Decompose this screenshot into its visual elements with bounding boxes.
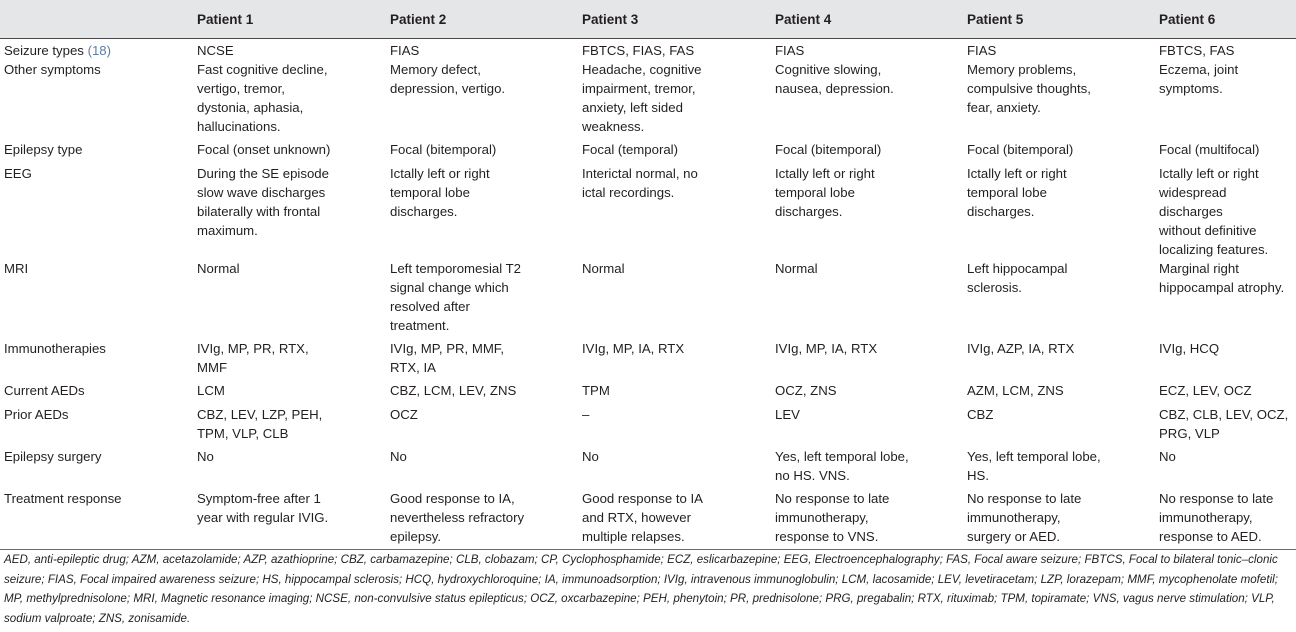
- header-patient-3: Patient 3: [578, 0, 771, 39]
- table-cell: FIAS: [963, 39, 1155, 61]
- table-cell: During the SE episode slow wave discharges bilaterally with frontal maximum.: [197, 166, 329, 238]
- table-cell: IVIg, MP, PR, MMF, RTX, IA: [390, 341, 505, 375]
- table-cell: Normal: [582, 261, 625, 276]
- row-label: [0, 447, 193, 489]
- table-cell: Symptom-free after 1 year with regular IVIG.: [193, 489, 386, 549]
- table-cell: Ictally left or right temporal lobe discharges.: [775, 166, 875, 219]
- row-label-text: Seizure types: [4, 43, 84, 58]
- row-label-text: Other symptoms: [4, 62, 101, 77]
- table-row: [0, 339, 1296, 381]
- table-cell: Memory defect, depression, vertigo.: [390, 62, 506, 96]
- table-cell: FBTCS, FAS: [1155, 39, 1296, 61]
- table-cell: Marginal right hippocampal atrophy.: [1159, 261, 1285, 295]
- row-label: [0, 164, 193, 259]
- table-cell: Interictal normal, no ictal recordings.: [582, 166, 698, 200]
- table-cell: Normal: [197, 261, 240, 276]
- header-patient-6: Patient 6: [1155, 0, 1296, 39]
- table-cell: TPM: [582, 383, 610, 398]
- table-cell: CBZ, CLB, LEV, OCZ, PRG, VLP: [1159, 407, 1289, 441]
- table-cell: No response to late immunotherapy, surgery or AED.: [963, 489, 1155, 549]
- row-label: [0, 381, 193, 405]
- table-row: [0, 447, 1296, 489]
- table-cell: Ictally left or right temporal lobe discharges.: [967, 166, 1067, 219]
- table-cell: OCZ: [390, 407, 418, 422]
- table-footnote: AED, anti-epileptic drug; AZM, acetazolamide; AZP, azathioprine; CBZ, carbamazepine; CLB, clobazam; CP, Cyclophosphamide; ECZ, eslicarbazepine; EEG, Electroencephalography; FAS, Focal aware seizure; FBTCS, Focal to bilateral tonic–clonic seizure; FIAS, Focal impaired awareness seizure; HS, hippocampal sclerosis; HCQ, hydroxychloroquine; IA, immunoadsorption; IVIg, intravenous immunoglobulin; LCM, lacosamide; LEV, levetiracetam; LZP, lorazepam; MMF, mycophenolate mofetil; MP, methylprednisolone; MRI, Magnetic resonance imaging; NCSE, non-convulsive status epilepticus; OCZ, oxcarbazepine; PEH, phenytoin; PR, prednisolone; PRG, pregabalin; RTX, rituximab; TPM, topiramate; VNS, vagus nerve stimulation; VLP, sodium valproate; ZNS, zonisamide.: [4, 553, 1278, 625]
- table-cell: Headache, cognitive impairment, tremor, anxiety, left sided weakness.: [582, 62, 702, 134]
- table-cell: Left temporomesial T2 signal change which resolved after treatment.: [390, 261, 521, 333]
- header-patient-1: Patient 1: [193, 0, 386, 39]
- table-cell: OCZ, ZNS: [775, 383, 837, 398]
- table-cell: CBZ: [967, 407, 994, 422]
- header-patient-4: Patient 4: [771, 0, 963, 39]
- table-cell: IVIg, MP, IA, RTX: [582, 341, 685, 356]
- table-cell: No response to late immunotherapy, response to AED.: [1155, 489, 1296, 549]
- table-cell: Yes, left temporal lobe, HS.: [967, 449, 1101, 483]
- table-cell: LCM: [197, 383, 225, 398]
- table-cell: IVIg, HCQ: [1159, 341, 1220, 356]
- table-cell: FIAS: [386, 39, 578, 61]
- table-cell: Cognitive slowing, nausea, depression.: [775, 62, 894, 96]
- row-label: [0, 39, 193, 61]
- row-label-text: Epilepsy type: [4, 142, 83, 157]
- table-cell: Ictally left or right temporal lobe discharges.: [390, 166, 490, 219]
- table-cell: Focal (temporal): [582, 142, 679, 157]
- table-cell: Focal (bitemporal): [390, 142, 497, 157]
- table-cell: Good response to IA and RTX, however multiple relapses.: [578, 489, 771, 549]
- table-cell: Yes, left temporal lobe, no HS. VNS.: [775, 449, 909, 483]
- row-label-text: Current AEDs: [4, 383, 85, 398]
- table-cell: No: [582, 449, 599, 464]
- row-label: [0, 339, 193, 381]
- table-cell: No: [197, 449, 214, 464]
- table-cell: Left hippocampal sclerosis.: [967, 261, 1068, 295]
- row-label: [0, 140, 193, 164]
- table-cell: No: [1159, 449, 1176, 464]
- table-cell: FBTCS, FIAS, FAS: [578, 39, 771, 61]
- table-cell: Focal (onset unknown): [197, 142, 331, 157]
- table-cell: ECZ, LEV, OCZ: [1159, 383, 1252, 398]
- table-cell: No: [390, 449, 407, 464]
- table-cell: IVIg, MP, IA, RTX: [775, 341, 878, 356]
- header-row: [0, 0, 1296, 39]
- table-row: [0, 164, 1296, 259]
- table-cell: Memory problems, compulsive thoughts, fear, anxiety.: [967, 62, 1091, 115]
- table-cell: IVIg, AZP, IA, RTX: [967, 341, 1075, 356]
- table-row: [0, 259, 1296, 339]
- citation-link[interactable]: (18): [87, 43, 112, 58]
- row-label-text: Immunotherapies: [4, 341, 106, 356]
- table-cell: IVIg, MP, PR, RTX, MMF: [197, 341, 309, 375]
- row-label-text: Epilepsy surgery: [4, 449, 102, 464]
- table-cell: Good response to IA, nevertheless refractory epilepsy.: [386, 489, 578, 549]
- table-cell: CBZ, LEV, LZP, PEH, TPM, VLP, CLB: [197, 407, 323, 441]
- header-patient-2: Patient 2: [386, 0, 578, 39]
- table-cell: –: [582, 407, 590, 422]
- table-row: [0, 39, 1296, 61]
- table-cell: Focal (bitemporal): [967, 142, 1074, 157]
- table-cell: Eczema, joint symptoms.: [1159, 62, 1239, 96]
- table-cell: NCSE: [193, 39, 386, 61]
- table-cell: LEV: [775, 407, 800, 422]
- row-label-text: EEG: [4, 166, 32, 181]
- table-row: [0, 405, 1296, 447]
- table-row: [0, 140, 1296, 164]
- row-label-text: Prior AEDs: [4, 407, 69, 422]
- header-blank: [0, 0, 193, 39]
- row-label: [0, 489, 193, 549]
- header-patient-5: Patient 5: [963, 0, 1155, 39]
- table-cell: Normal: [775, 261, 818, 276]
- row-label: [0, 259, 193, 339]
- table-cell: Fast cognitive decline, vertigo, tremor, dystonia, aphasia, hallucinations.: [197, 62, 328, 134]
- row-label-text: Treatment response: [4, 491, 122, 506]
- table-cell: Focal (bitemporal): [775, 142, 882, 157]
- table-cell: Focal (multifocal): [1159, 142, 1260, 157]
- table-cell: CBZ, LCM, LEV, ZNS: [390, 383, 517, 398]
- table-cell: AZM, LCM, ZNS: [967, 383, 1064, 398]
- row-label-text: MRI: [4, 261, 29, 276]
- table-cell: No response to late immunotherapy, response to VNS.: [771, 489, 963, 549]
- table-cell: FIAS: [771, 39, 963, 61]
- table-cell: Ictally left or right widespread discharges without definitive localizing features.: [1159, 166, 1269, 257]
- table-row: [0, 60, 1296, 140]
- row-label: [0, 60, 193, 140]
- row-label: [0, 405, 193, 447]
- table-row: [0, 489, 1296, 549]
- table-row: [0, 381, 1296, 405]
